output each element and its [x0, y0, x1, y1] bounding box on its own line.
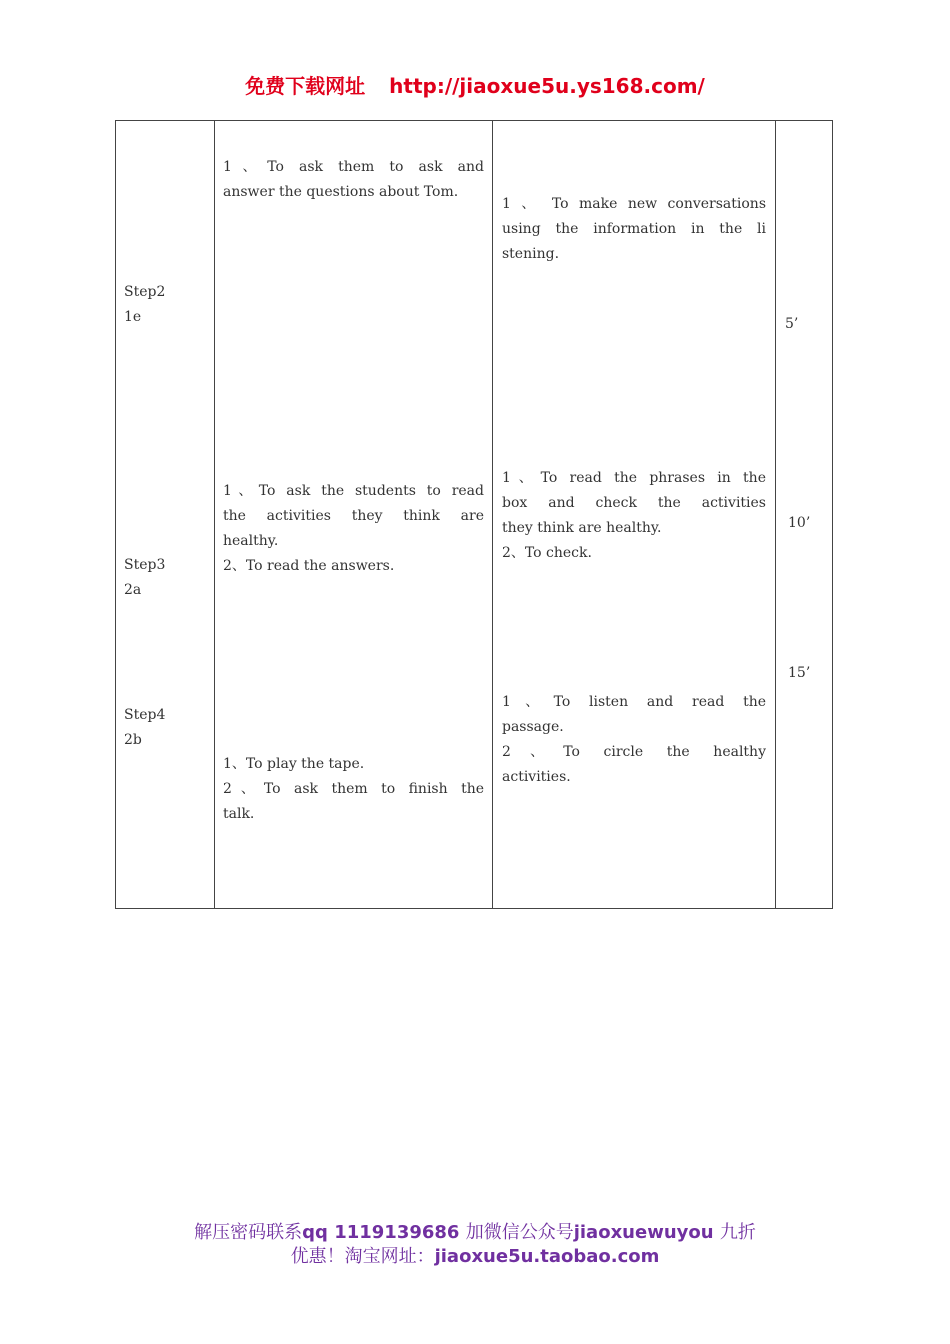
- teacher-activity: 1、To play the tape. 2、To ask them to finish the talk.: [223, 756, 484, 822]
- step-label: Step3 2a: [124, 557, 166, 598]
- student-activity: 1、To listen and read the passage. 2、To circle the healthy activities.: [502, 694, 766, 785]
- column-divider: [214, 120, 215, 909]
- teacher-activity: 1、To ask the students to read the activities they think are healthy. 2、To read the answers.: [223, 483, 484, 574]
- teacher-activity: 1、To ask them to ask and answer the questions about Tom.: [223, 159, 484, 200]
- header-label: 免费下载网址: [245, 74, 366, 98]
- footer-qq: qq 1119139686: [302, 1222, 460, 1243]
- page-header: [0, 70, 950, 99]
- time-allocation: 5’: [785, 316, 799, 332]
- student-activity: 1 、 To make new conversations using the information in the li stening.: [502, 196, 766, 262]
- footer-taobao-link[interactable]: jiaoxue5u.taobao.com: [434, 1246, 660, 1267]
- column-divider: [775, 120, 776, 909]
- step-label: Step4 2b: [124, 707, 166, 748]
- time-allocation: 10’: [788, 515, 811, 531]
- column-divider: [492, 120, 493, 909]
- student-activity: 1、To read the phrases in the box and check the activities they think are healthy. 2、To check.: [502, 470, 766, 561]
- footer-wechat: jiaoxuewuyou: [573, 1222, 714, 1243]
- step-label: Step2 1e: [124, 284, 166, 325]
- footer-line-1: 解压密码联系qq 1119139686 加微信公众号jiaoxuewuyou 九折: [194, 1222, 756, 1243]
- header-url-link[interactable]: http://jiaoxue5u.ys168.com/: [389, 74, 705, 98]
- footer-line-2: 优惠！淘宝网址：jiaoxue5u.taobao.com: [290, 1246, 660, 1267]
- time-allocation: 15’: [788, 665, 811, 681]
